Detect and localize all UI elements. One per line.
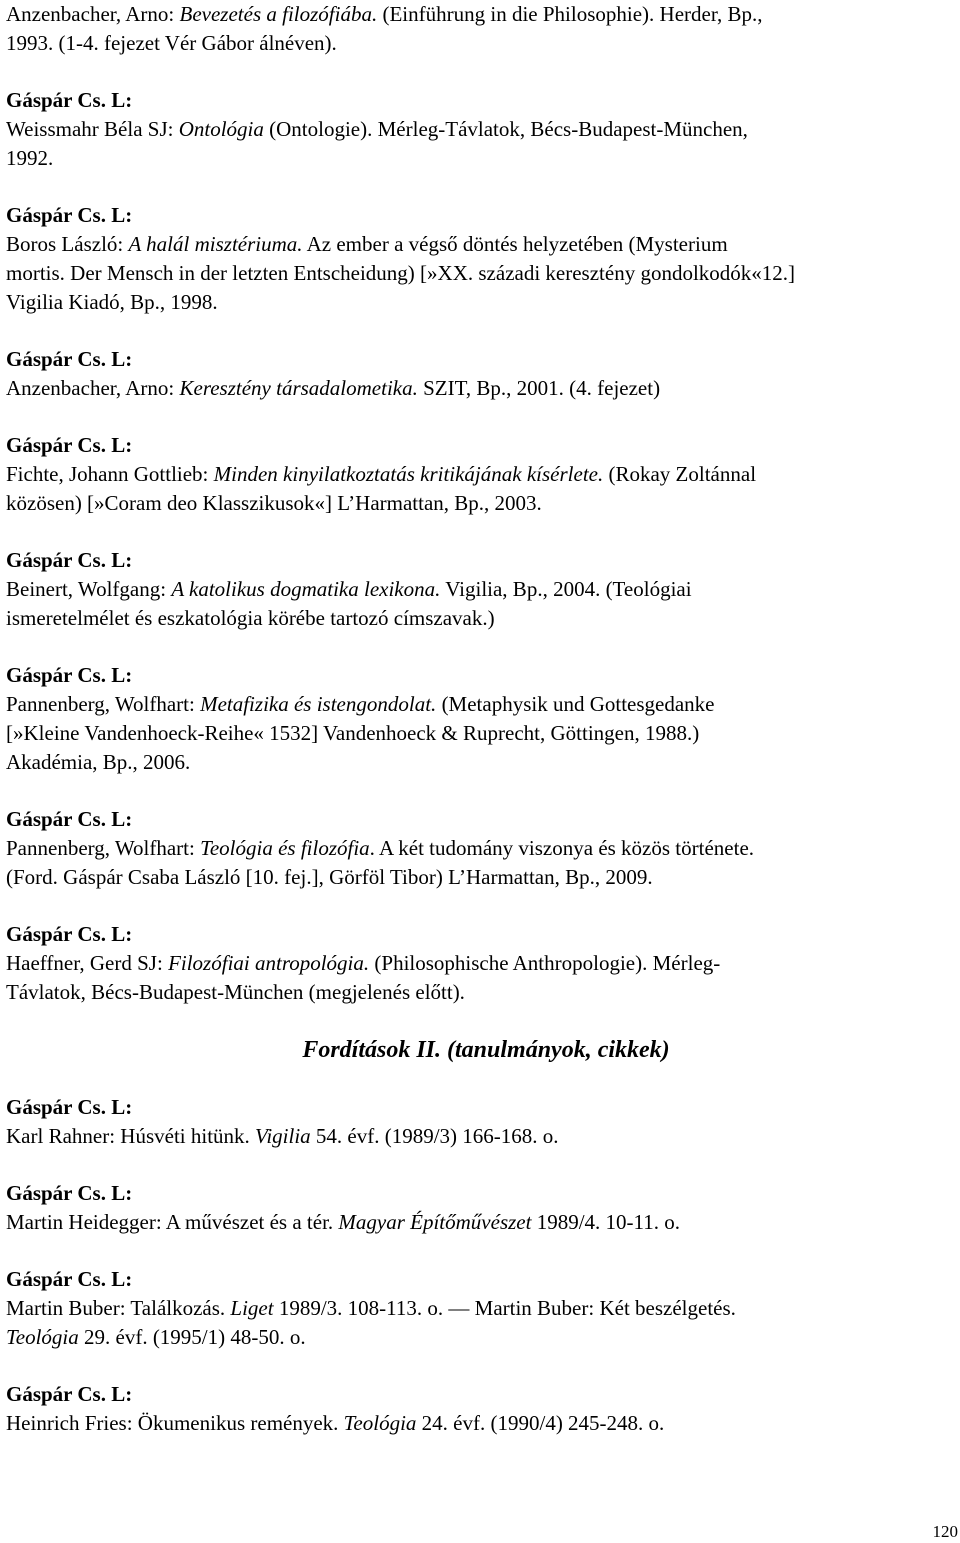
entry-line: Távlatok, Bécs-Budapest-München (megjelenés előtt). — [6, 980, 465, 1004]
journal-title: Teológia — [6, 1325, 79, 1349]
book-title: A halál misztériuma. — [128, 232, 303, 256]
entry-line: Heinrich Fries: Ökumenikus remények. Teológia 24. évf. (1990/4) 245-248. o. — [6, 1411, 665, 1435]
journal-title: Magyar Építőművészet — [338, 1210, 532, 1234]
entry-line: (Ford. Gáspár Csaba László [10. fej.], Görföl Tibor) L’Harmattan, Bp., 2009. — [6, 865, 653, 889]
article-entry — [6, 1380, 954, 1438]
bibliography-entry — [6, 661, 954, 777]
entry-line: 1992. — [6, 146, 54, 170]
entry-line: Teológia 29. évf. (1995/1) 48-50. o. — [6, 1325, 306, 1349]
entry-line: Beinert, Wolfgang: A katolikus dogmatika lexikona. Vigilia, Bp., 2004. (Teológiai — [6, 577, 692, 601]
translator-label: Gáspár Cs. L: — [6, 347, 133, 371]
translator-label: Gáspár Cs. L: — [6, 922, 133, 946]
entry-line: [»Kleine Vandenhoeck-Reihe« 1532] Vandenhoeck & Ruprecht, Göttingen, 1988.) — [6, 721, 700, 745]
translator-label: Gáspár Cs. L: — [6, 1095, 133, 1119]
entry-line: Karl Rahner: Húsvéti hitünk. Vigilia 54. évf. (1989/3) 166-168. o. — [6, 1124, 559, 1148]
entry-line: Boros László: A halál misztériuma. Az ember a végső döntés helyzetében (Mysterium — [6, 232, 728, 256]
bibliography-entry — [6, 201, 954, 317]
entry-line: Pannenberg, Wolfhart: Metafizika és istengondolat. (Metaphysik und Gottesgedanke — [6, 692, 715, 716]
bibliography-entry — [6, 920, 954, 1007]
entry-line: 1993. (1-4. fejezet Vér Gábor álnéven). — [6, 31, 337, 55]
book-title: Keresztény társadalometika. — [179, 376, 418, 400]
entry-line: Akadémia, Bp., 2006. — [6, 750, 191, 774]
entry-line: Anzenbacher, Arno: Bevezetés a filozófiába. (Einführung in die Philosophie). Herder, Bp., — [6, 2, 763, 26]
article-entry — [6, 1179, 954, 1237]
translator-label: Gáspár Cs. L: — [6, 1181, 133, 1205]
entry-line: Vigilia Kiadó, Bp., 1998. — [6, 290, 218, 314]
translator-label: Gáspár Cs. L: — [6, 88, 133, 112]
book-title: Minden kinyilatkoztatás kritikájának kísérlete. — [213, 462, 604, 486]
translator-label: Gáspár Cs. L: — [6, 1382, 133, 1406]
translator-label: Gáspár Cs. L: — [6, 1267, 133, 1291]
bibliography-entry — [6, 431, 954, 518]
entry-line: Fichte, Johann Gottlieb: Minden kinyilatkoztatás kritikájának kísérlete. (Rokay Zoltánnal — [6, 462, 757, 486]
book-title: Teológia és filozófia — [200, 836, 370, 860]
entry-line: mortis. Der Mensch in der letzten Entscheidung) [»XX. századi keresztény gondolkodók«12.] — [6, 261, 796, 285]
book-title: A katolikus dogmatika lexikona. — [171, 577, 441, 601]
translator-label: Gáspár Cs. L: — [6, 663, 133, 687]
entry-line: Martin Buber: Találkozás. Liget 1989/3. 108-113. o. — Martin Buber: Két beszélgetés. — [6, 1296, 736, 1320]
bibliography-entry — [6, 546, 954, 633]
document-page — [6, 0, 954, 1438]
journal-title: Liget — [230, 1296, 274, 1320]
book-title: Ontológia — [178, 117, 264, 141]
section-heading: Fordítások II. (tanulmányok, cikkek) — [302, 1037, 670, 1063]
bibliography-entry — [6, 805, 954, 892]
translator-label: Gáspár Cs. L: — [6, 548, 133, 572]
article-entry — [6, 1265, 954, 1352]
journal-title: Vigilia — [255, 1124, 311, 1148]
bibliography-entry — [6, 86, 954, 173]
entry-line: Anzenbacher, Arno: Keresztény társadalometika. SZIT, Bp., 2001. (4. fejezet) — [6, 376, 661, 400]
book-title: Bevezetés a filozófiába. — [179, 2, 378, 26]
journal-title: Teológia — [343, 1411, 417, 1435]
entry-line: Haeffner, Gerd SJ: Filozófiai antropológia. (Philosophische Anthropologie). Mérleg- — [6, 951, 721, 975]
book-title: Filozófiai antropológia. — [168, 951, 370, 975]
entry-line: Martin Heidegger: A művészet és a tér. Magyar Építőművészet 1989/4. 10-11. o. — [6, 1210, 681, 1234]
page-number: 120 — [932, 1522, 958, 1541]
article-entry — [6, 1093, 954, 1151]
bibliography-entry — [6, 345, 954, 403]
entry-line: ismeretelmélet és eszkatológia körébe tartozó címszavak.) — [6, 606, 495, 630]
entry-line: közösen) [»Coram deo Klasszikusok«] L’Harmattan, Bp., 2003. — [6, 491, 542, 515]
bibliography-entry-top — [6, 0, 954, 58]
translator-label: Gáspár Cs. L: — [6, 807, 133, 831]
translator-label: Gáspár Cs. L: — [6, 433, 133, 457]
entry-line: Pannenberg, Wolfhart: Teológia és filozófia. A két tudomány viszonya és közös története. — [6, 836, 755, 860]
entry-line: Weissmahr Béla SJ: Ontológia (Ontologie). Mérleg-Távlatok, Bécs-Budapest-München, — [6, 117, 748, 141]
translator-label: Gáspár Cs. L: — [6, 203, 133, 227]
book-title: Metafizika és istengondolat. — [200, 692, 437, 716]
